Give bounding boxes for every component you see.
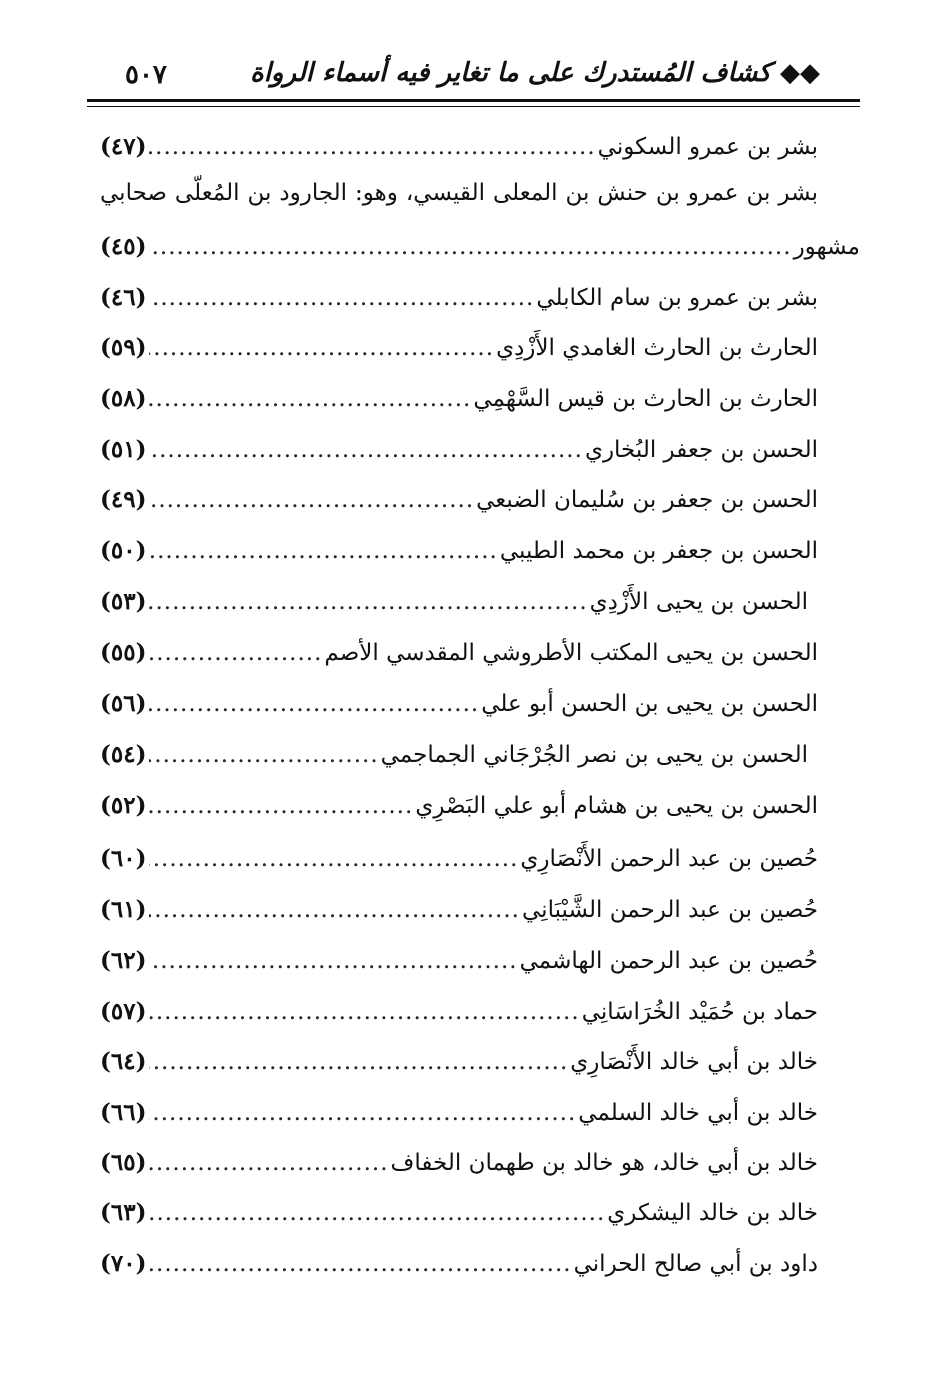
dot-leader [149,999,580,1025]
entry-number: (٤٦) [100,284,147,311]
entry-number: (٦٠) [100,845,147,872]
entry-number: (٦٥) [100,1149,147,1176]
entry-number: (٤٧) [100,133,147,160]
dot-leader [149,487,475,513]
entry-name: حُصين بن عبد الرحمن الهاشمي [519,948,818,974]
entry-number: (٦١) [100,896,147,923]
index-entry [100,845,818,885]
index-entry [100,896,818,936]
entry-name: حماد بن حُمَيْد الخُرَاسَانِي [581,999,818,1025]
dot-leader [149,742,379,768]
entry-name: الحارث بن الحارث بن قيس السَّهْمِي [473,386,818,412]
dot-leader [149,386,472,412]
header-rule-thin [87,106,860,107]
dot-leader [149,589,588,615]
entry-number: (٧٠) [100,1250,147,1277]
dot-leader [149,234,792,260]
entry-name: بشر بن عمرو السكوني [597,134,818,160]
index-entry [100,486,818,526]
index-entry [100,639,818,679]
dot-leader [149,1100,577,1126]
entry-name: داود بن أبي صالح الحراني [573,1251,818,1277]
entry-name: خالد بن أبي خالد الأَنْصَارِي [570,1049,818,1075]
index-entry [100,133,818,173]
entry-number: (٥٧) [100,998,147,1025]
index-entry [100,690,818,730]
index-entry [100,947,818,987]
entry-number: (٦٣) [100,1199,147,1226]
index-entry [100,1099,818,1139]
index-entry [100,1199,818,1239]
index-entry [100,1149,818,1189]
entry-name: خالد بن أبي خالد السلمي [578,1100,818,1126]
entry-name: خالد بن خالد اليشكري [607,1200,818,1226]
index-entry [100,436,818,476]
entry-number: (٥١) [100,436,147,463]
dot-leader [149,1049,569,1075]
index-entry [100,233,860,273]
dot-leader [149,1251,572,1277]
entry-name: الحسن بن يحيى المكتب الأطروشي المقدسي الأصم [324,640,818,666]
entry-number: (٥٠) [100,537,147,564]
dot-leader [149,640,323,666]
entry-number: (٥٥) [100,639,147,666]
dot-leader [149,1150,389,1176]
entry-name: الحسن بن جعفر البُخاري [584,437,818,463]
index-entry [100,588,808,628]
entry-number: (٥٢) [100,792,147,819]
entry-first-line: بشر بن عمرو بن حنش بن المعلى القيسي، وهو: الجارود بن المُعلّى صحابي [100,180,818,206]
entry-name: حُصين بن عبد الرحمن الشَّيْبَانِي [522,897,818,923]
entry-number: (٤٩) [100,486,147,513]
index-entry [100,385,818,425]
entry-name: حُصين بن عبد الرحمن الأَنْصَارِي [520,846,818,872]
index-entry [100,1048,818,1088]
entry-number: (٥٦) [100,690,147,717]
index-entry [100,792,818,832]
entry-name: الحسن بن يحيى بن هشام أبو علي البَصْرِي [415,793,818,819]
entry-number: (٤٥) [100,233,147,260]
entry-number: (٥٨) [100,385,147,412]
index-entry [100,741,808,781]
dot-leader [149,335,495,361]
header-rule-thick [87,99,860,102]
entry-number: (٦٤) [100,1048,147,1075]
entry-name: الحسن بن يحيى بن الحسن أبو علي [481,691,818,717]
dot-leader [149,897,521,923]
dot-leader [149,134,596,160]
dot-leader [149,285,535,311]
running-header [95,52,820,96]
dot-leader [149,691,480,717]
index-entry [100,334,818,374]
entry-name: الحسن بن يحيى الأَزْدِي [589,589,808,615]
entry-number: (٦٦) [100,1099,147,1126]
entry-number: (٥٤) [100,741,147,768]
entry-name: الحسن بن جعفر بن سُليمان الضبعي [476,487,818,513]
index-entry [100,998,818,1038]
entry-number: (٥٩) [100,334,147,361]
dot-leader [149,437,583,463]
index-entry [100,284,818,324]
dot-leader [149,1200,606,1226]
entry-number: (٦٢) [100,947,147,974]
index-entry [100,537,818,577]
entry-name: بشر بن عمرو بن سام الكابلي [536,285,818,311]
entry-name: خالد بن أبي خالد، هو خالد بن طهمان الخفاف [390,1150,818,1176]
dot-leader [149,846,519,872]
header-title: ◆◆ كشاف المُستدرك على ما تغاير فيه أسماء الرواة [250,58,820,88]
entry-number: (٥٣) [100,588,147,615]
page-number: ٥٠٧ [125,60,167,90]
index-entry [100,1250,818,1290]
entry-name: الحسن بن يحيى بن نصر الجُرْجَاني الجماجمي [380,742,808,768]
entry-name: الحارث بن الحارث الغامدي الأَزْدِي [496,335,818,361]
dot-leader [149,948,518,974]
dot-leader [149,793,414,819]
dot-leader [149,538,498,564]
entry-name: مشهور [793,234,860,260]
entry-name: الحسن بن جعفر بن محمد الطيبي [499,538,818,564]
